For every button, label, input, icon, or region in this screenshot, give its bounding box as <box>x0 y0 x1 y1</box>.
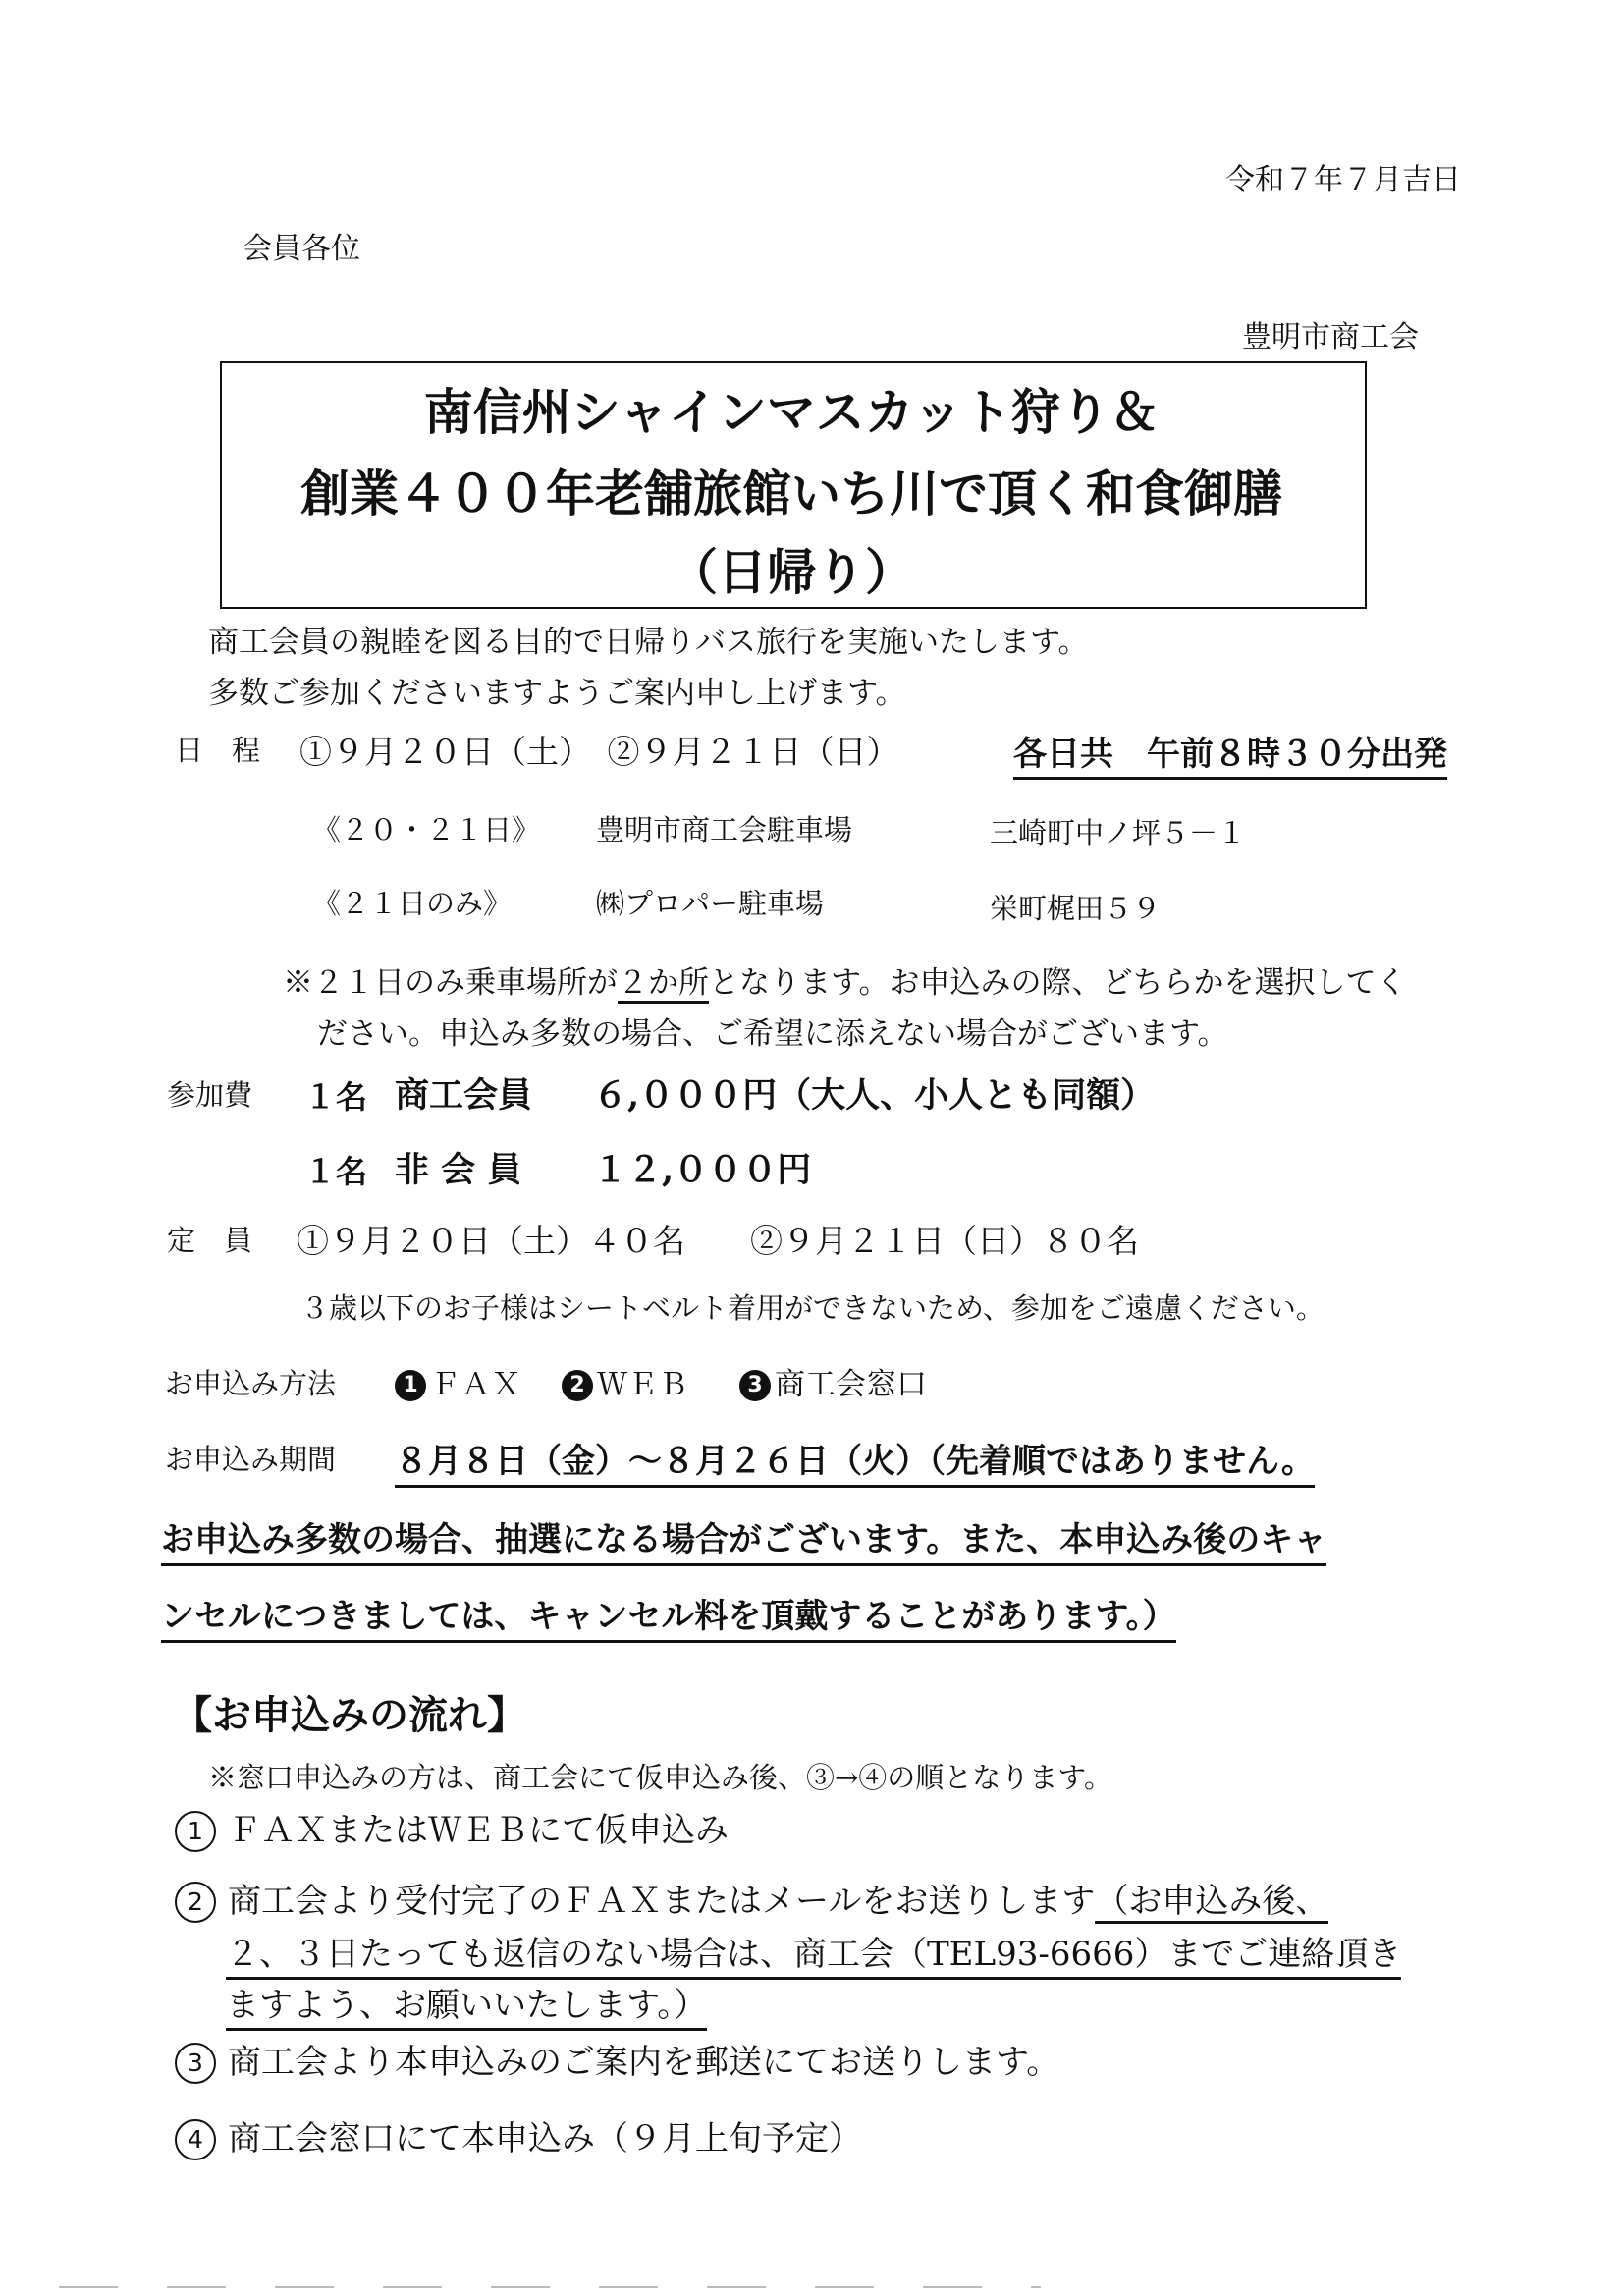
fee-nonmember-type: 非 会 員 <box>395 1150 522 1190</box>
flow-step-2-line-3: ますよう、お願いいたします。） <box>226 1978 707 2031</box>
flow-step-3: 3 商工会より本申込みのご案内を郵送にてお送りします。 <box>175 2035 1059 2084</box>
flow-note: ※窓口申込みの方は、商工会にて仮申込み後、③→④の順となります。 <box>208 1761 1112 1794</box>
fee-member-type: 商工会員 <box>395 1075 533 1116</box>
apply-period-line-2: お申込み多数の場合、抽選になる場合がございます。また、本申込み後のキャ <box>161 1512 1326 1566</box>
stop-place-2: ㈱プロパー駐車場 <box>596 887 825 920</box>
stop-address-1: 三崎町中ノ坪５－１ <box>990 816 1247 849</box>
step-2-icon: 2 <box>175 1882 216 1923</box>
stop-days-2: 《２１日のみ》 <box>312 887 513 920</box>
number-3-icon: 3 <box>739 1370 771 1401</box>
step-3-icon: 3 <box>175 2043 216 2084</box>
flow-step-1: 1 ＦＡＸまたはＷＥＢにて仮申込み <box>175 1803 729 1852</box>
step-4-icon: 4 <box>175 2119 216 2160</box>
number-2-icon: 2 <box>562 1370 593 1401</box>
capacity-label: 定 員 <box>167 1224 253 1257</box>
scan-edge-divider <box>59 2286 1041 2288</box>
title-line-3: （日帰り） <box>669 543 914 601</box>
schedule-note-line-2: ださい。申込み多数の場合、ご希望に添えない場合がございます。 <box>317 1016 1228 1052</box>
apply-method-option-3: 3 商工会窓口 <box>739 1359 927 1403</box>
capacity-note: ３歳以下のお子様はシートベルト着用ができないため、参加をご遠慮ください。 <box>300 1291 1325 1325</box>
capacity-text: ①９月２０日（土）４０名 ②９月２１日（日）８０名 <box>297 1222 1139 1260</box>
flow-heading: 【お申込みの流れ】 <box>173 1692 526 1738</box>
number-1-icon: 1 <box>395 1370 426 1401</box>
flow-step-4: 4 商工会窓口にて本申込み（９月上旬予定） <box>175 2111 862 2160</box>
sender: 豊明市商工会 <box>1242 320 1419 355</box>
intro-line-2: 多数ご参加くださいますようご案内申し上げます。 <box>208 676 906 711</box>
fee-nonmember-price: １２,０００円 <box>593 1150 812 1190</box>
document-date: 令和７年７月吉日 <box>1225 163 1461 197</box>
schedule-note-line-1: ※２１日のみ乗車場所が２か所となります。お申込みの際、どちらかを選択してく <box>283 957 1407 1002</box>
apply-period-line-1: ８月８日（金）～８月２６日（火）（先着順ではありません。 <box>395 1434 1315 1488</box>
schedule-departure: 各日共 午前８時３０分出発 <box>1013 727 1447 780</box>
fee-member-count: １名 <box>304 1078 368 1116</box>
title-line-2: 創業４００年老舗旅館いち川で頂く和食御膳 <box>300 465 1282 522</box>
intro-line-1: 商工会員の親睦を図る目的で日帰りバス旅行を実施いたします。 <box>208 625 1089 660</box>
fee-member-price: ６,０００円（大人、小人とも同額） <box>593 1075 1156 1116</box>
title-line-1: 南信州シャインマスカット狩り＆ <box>423 383 1160 441</box>
flow-step-2-line-2: ２、３日たっても返信のない場合は、商工会（TEL93-6666）までご連絡頂き <box>226 1927 1401 1980</box>
stop-address-2: 栄町梶田５９ <box>990 892 1162 925</box>
apply-period-line-3: ンセルにつきましては、キャンセル料を頂戴することがあります。） <box>161 1589 1176 1643</box>
schedule-note-underlined: ２か所 <box>618 965 709 1004</box>
apply-period-label: お申込み期間 <box>165 1443 337 1476</box>
step-1-icon: 1 <box>175 1811 216 1852</box>
addressee: 会員各位 <box>243 232 360 266</box>
stop-place-1: 豊明市商工会駐車場 <box>596 813 853 847</box>
fee-nonmember-count: １名 <box>304 1153 368 1190</box>
stop-days-1: 《２０・２１日》 <box>312 813 541 847</box>
schedule-label: 日 程 <box>175 734 261 767</box>
flow-step-2: 2 商工会より受付完了のＦＡＸまたはメールをお送りします（お申込み後、 <box>175 1874 1328 1923</box>
apply-method-option-1: 1 ＦＡＸ <box>395 1359 521 1403</box>
apply-method-option-2: 2 ＷＥＢ <box>562 1359 688 1403</box>
schedule-dates: ①９月２０日（土） ②９月２１日（日） <box>299 733 899 771</box>
fee-label: 参加費 <box>167 1078 253 1112</box>
apply-method-label: お申込み方法 <box>165 1367 337 1400</box>
